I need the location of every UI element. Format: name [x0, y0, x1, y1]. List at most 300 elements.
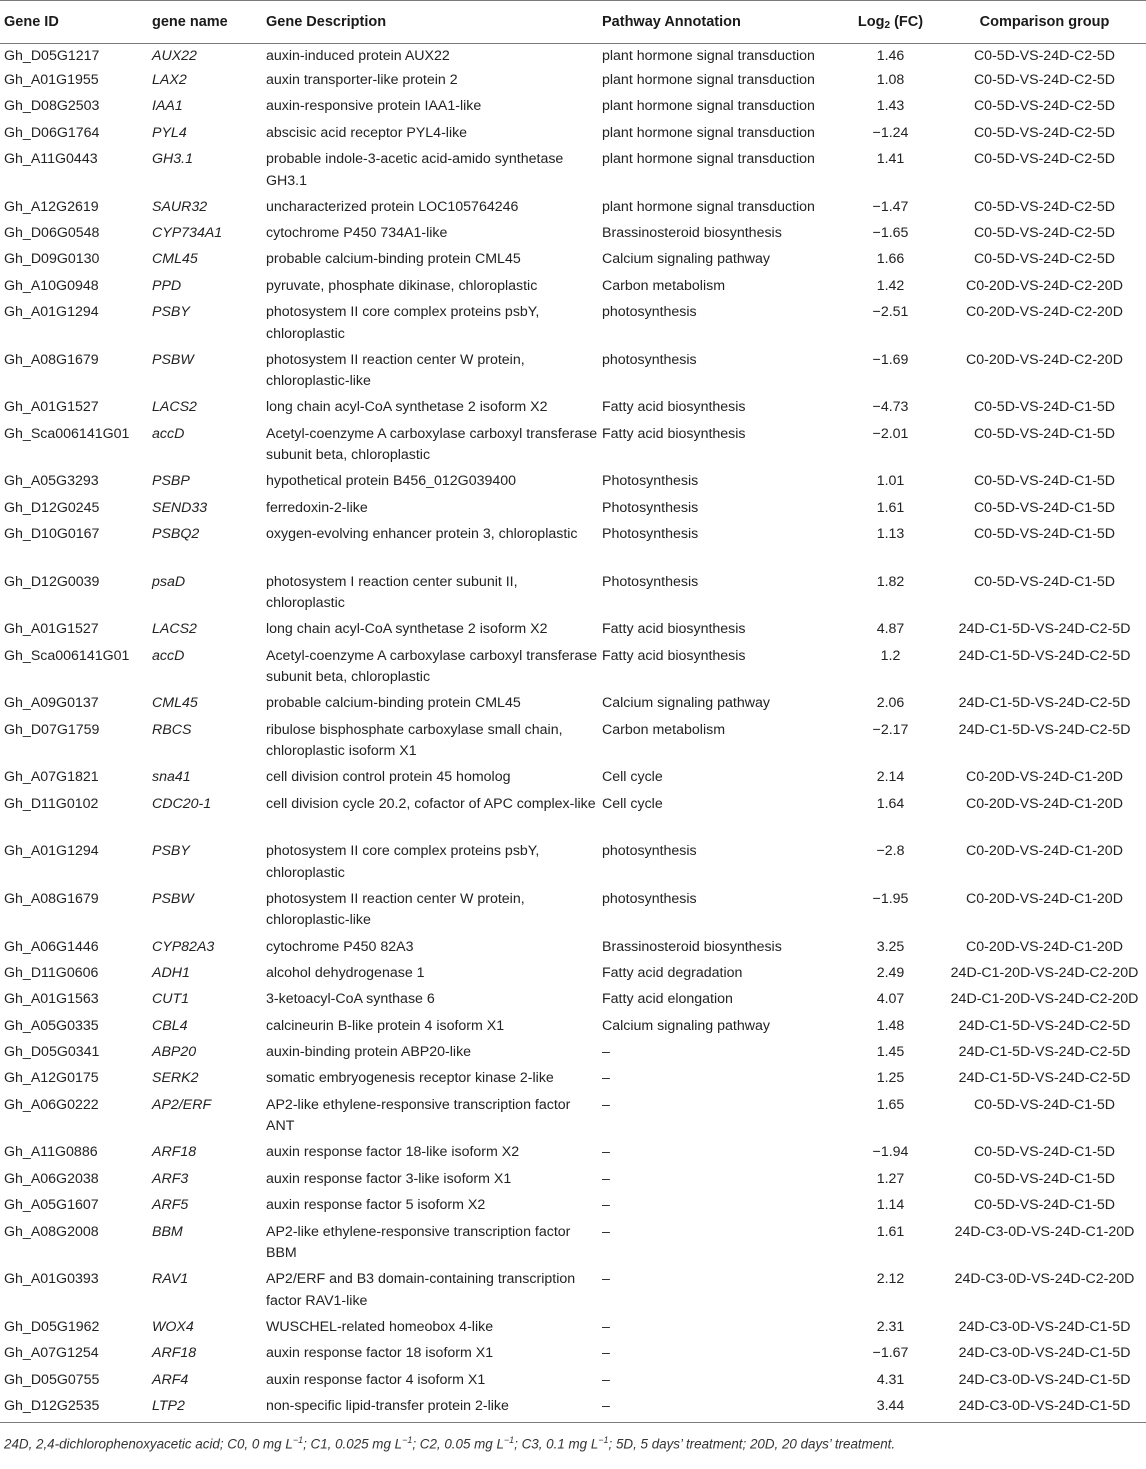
cell-pathway-annotation: plant hormone signal transduction — [602, 124, 815, 141]
cell-pathway-annotation: plant hormone signal transduction — [602, 48, 815, 64]
table-row — [0, 1370, 1146, 1396]
cell-gene-name: PYL4 — [152, 124, 187, 141]
table-row — [0, 96, 1146, 122]
cell-log2-fc: 1.64 — [876, 795, 905, 812]
cell-comparison-group: C0-5D-VS-24D-C1-5D — [973, 473, 1116, 490]
cell-gene-description: calcineurin B-like protein 4 isoform X1 — [266, 1017, 505, 1034]
cell-log2-fc: 1.61 — [876, 1223, 905, 1240]
cell-gene-description: cell division cycle 20.2, cofactor of APC complex-like — [266, 795, 596, 812]
cell-log2-fc: 1.65 — [876, 1096, 905, 1113]
cell-comparison-group: C0-5D-VS-24D-C2-5D — [973, 98, 1116, 115]
cell-gene-id: Gh_A07G1254 — [4, 1345, 99, 1362]
cell-pathway-annotation: Carbon metabolism — [602, 721, 726, 738]
cell-gene-name: AP2/ERF — [152, 1096, 212, 1113]
cell-comparison-group: C0-5D-VS-24D-C2-5D — [973, 198, 1116, 215]
cell-comparison-group: 24D-C1-5D-VS-24D-C2-5D — [958, 647, 1131, 664]
cell-log2-fc: 3.44 — [838, 1396, 943, 1422]
cell-gene-name: PPD — [152, 277, 182, 294]
cell-gene-description: photosystem I reaction center subunit II, chloroplastic — [266, 573, 518, 612]
cell-pathway-annotation: Carbon metabolism — [602, 277, 726, 294]
cell-gene-id: Gh_A08G1679 — [4, 351, 99, 368]
cell-comparison-group: C0-20D-VS-24D-C1-20D — [966, 795, 1123, 812]
cell-pathway-annotation: photosynthesis — [602, 843, 697, 860]
cell-pathway-annotation: – — [602, 1271, 610, 1288]
cell-comparison-group: 24D-C3-0D-VS-24D-C2-20D — [954, 1271, 1135, 1288]
cell-gene-id: Gh_D05G1217 — [4, 48, 100, 64]
cell-log2-fc: 2.14 — [876, 769, 905, 786]
header-row — [0, 1, 1146, 44]
table-row — [0, 302, 1146, 350]
cell-pathway-annotation: Cell cycle — [602, 795, 663, 812]
cell-pathway-annotation: Fatty acid biosynthesis — [602, 621, 746, 638]
cell-gene-description: AP2-like ethylene-responsive transcription factor ANT — [266, 1096, 571, 1135]
cell-gene-description: photosystem II reaction center W protein, chloroplastic-like — [266, 890, 525, 929]
cell-log2-fc: 1.2 — [880, 647, 901, 664]
table-row — [0, 794, 1146, 842]
table-row — [0, 619, 1146, 645]
cell-comparison-group: C0-5D-VS-24D-C1-5D — [973, 526, 1116, 543]
cell-gene-description: probable calcium-binding protein CML45 — [266, 695, 521, 712]
cell-comparison-group: C0-20D-VS-24D-C2-20D — [966, 304, 1123, 321]
table-row — [0, 693, 1146, 719]
cell-gene-description: auxin transporter-like protein 2 — [266, 71, 458, 88]
cell-gene-id: Gh_A07G1821 — [4, 769, 99, 786]
cell-comparison-group: C0-5D-VS-24D-C1-5D — [973, 1096, 1116, 1113]
cell-pathway-annotation: – — [602, 1170, 610, 1187]
cell-gene-id: Gh_D11G0102 — [4, 795, 99, 812]
cell-pathway-annotation: Brassinosteroid biosynthesis — [602, 938, 782, 955]
cell-pathway-annotation: Photosynthesis — [602, 526, 699, 543]
cell-pathway-annotation: – — [602, 1345, 610, 1362]
cell-gene-description: ribulose bisphosphate carboxylase small chain, chloroplastic isoform X1 — [266, 721, 563, 760]
cell-gene-name: CBL4 — [152, 1017, 188, 1034]
table-row — [0, 1317, 1146, 1343]
cell-log2-fc: 1.41 — [876, 151, 905, 168]
footnote-part-2: ; C1, 0.025 mg L — [303, 1436, 403, 1452]
cell-gene-name: PSBQ2 — [152, 526, 200, 543]
table-row — [0, 1068, 1146, 1094]
cell-pathway-annotation: Photosynthesis — [602, 473, 699, 490]
cell-gene-description: auxin response factor 18 isoform X1 — [266, 1345, 494, 1362]
cell-gene-name: ADH1 — [152, 964, 190, 981]
cell-gene-description: long chain acyl-CoA synthetase 2 isoform X2 — [266, 399, 548, 416]
cell-gene-id: Gh_D06G0548 — [4, 225, 100, 242]
cell-comparison-group: C0-5D-VS-24D-C2-5D — [973, 124, 1116, 141]
cell-gene-id: Gh_A11G0886 — [4, 1144, 98, 1161]
table-row — [0, 572, 1146, 620]
cell-gene-id: Gh_A01G1563 — [4, 991, 99, 1008]
table-row — [0, 646, 1146, 694]
cell-comparison-group: 24D-C3-0D-VS-24D-C1-5D — [958, 1318, 1131, 1335]
cell-gene-description: probable indole-3-acetic acid-amido synthetase GH3.1 — [266, 151, 564, 189]
cell-gene-id: Gh_A01G1527 — [4, 621, 99, 638]
cell-gene-name: ABP20 — [152, 1044, 197, 1061]
table-row — [0, 1016, 1146, 1042]
cell-gene-description: long chain acyl-CoA synthetase 2 isoform X2 — [266, 621, 548, 638]
cell-gene-id: Gh_D08G2503 — [4, 98, 100, 115]
cell-log2-fc: −4.73 — [872, 399, 909, 416]
cell-log2-fc: −2.01 — [872, 425, 909, 442]
cell-gene-description: auxin response factor 4 isoform X1 — [266, 1371, 486, 1388]
cell-pathway-annotation: Photosynthesis — [602, 499, 699, 516]
cell-gene-description: auxin response factor 5 isoform X2 — [266, 1197, 486, 1214]
cell-comparison-group: C0-5D-VS-24D-C1-5D — [973, 1170, 1116, 1187]
cell-gene-id: Gh_A11G0443 — [4, 151, 98, 168]
table-row — [0, 1343, 1146, 1369]
table-row — [0, 1269, 1146, 1317]
cell-gene-name: CUT1 — [152, 991, 190, 1008]
table-header — [0, 1, 1146, 44]
cell-comparison-group: C0-5D-VS-24D-C2-5D — [973, 71, 1116, 88]
cell-gene-name: ARF5 — [152, 1197, 189, 1214]
header-log-sub: 2 — [884, 19, 891, 31]
cell-gene-name: accD — [152, 425, 185, 442]
cell-comparison-group: 24D-C3-0D-VS-24D-C1-5D — [958, 1345, 1131, 1362]
cell-gene-name: ARF18 — [152, 1345, 197, 1362]
cell-comparison-group: C0-20D-VS-24D-C2-20D — [966, 277, 1123, 294]
cell-gene-id: Gh_A12G0175 — [4, 1070, 99, 1087]
table-body — [0, 44, 1146, 1423]
cell-gene-id: Gh_A05G1607 — [4, 1197, 99, 1214]
cell-pathway-annotation: Cell cycle — [602, 769, 663, 786]
cell-log2-fc: 2.06 — [876, 695, 905, 712]
cell-pathway-annotation: Brassinosteroid biosynthesis — [602, 225, 782, 242]
table-row — [0, 276, 1146, 302]
cell-log2-fc: 1.46 — [876, 48, 905, 64]
table-row — [0, 937, 1146, 963]
cell-log2-fc: −1.24 — [872, 124, 909, 141]
table-row — [0, 397, 1146, 423]
cell-gene-description: alcohol dehydrogenase 1 — [266, 964, 425, 981]
cell-gene-description: cytochrome P450 734A1-like — [266, 225, 448, 242]
cell-gene-name: sna41 — [152, 769, 191, 786]
table-row — [0, 350, 1146, 398]
cell-gene-description: AP2-like ethylene-responsive transcription factor BBM — [266, 1223, 571, 1262]
cell-log2-fc: 1.27 — [876, 1170, 905, 1187]
cell-gene-id: Gh_A06G0222 — [4, 1096, 99, 1113]
cell-gene-id: Gh_A06G2038 — [4, 1170, 99, 1187]
cell-gene-name: SERK2 — [152, 1070, 199, 1087]
table-row — [0, 1195, 1146, 1221]
cell-gene-name: PSBW — [152, 890, 194, 907]
cell-gene-description: photosystem II reaction center W protein, chloroplastic-like — [266, 351, 525, 390]
table-row — [0, 70, 1146, 96]
cell-log2-fc: −2.51 — [872, 304, 909, 321]
cell-gene-name: LTP2 — [148, 1396, 262, 1422]
header-gene-id: Gene ID — [0, 1, 148, 44]
cell-comparison-group: C0-5D-VS-24D-C1-5D — [973, 1144, 1116, 1161]
cell-comparison-group: 24D-C1-20D-VS-24D-C2-20D — [950, 991, 1139, 1008]
cell-gene-id: Gh_A01G1955 — [4, 71, 99, 88]
cell-comparison-group: 24D-C1-5D-VS-24D-C2-5D — [958, 721, 1131, 738]
table-row — [0, 1042, 1146, 1068]
cell-gene-description: auxin-binding protein ABP20-like — [266, 1044, 472, 1061]
cell-comparison-group: C0-5D-VS-24D-C1-5D — [973, 425, 1116, 442]
cell-pathway-annotation: Calcium signaling pathway — [602, 251, 770, 268]
cell-log2-fc: 1.14 — [876, 1197, 905, 1214]
cell-gene-name: PSBP — [152, 473, 190, 490]
table-row — [0, 123, 1146, 149]
cell-log2-fc: −1.94 — [872, 1144, 909, 1161]
cell-log2-fc: −1.95 — [872, 890, 909, 907]
cell-log2-fc: 1.48 — [876, 1017, 905, 1034]
cell-log2-fc: −1.65 — [872, 225, 909, 242]
cell-gene-id: Gh_A01G1527 — [4, 399, 99, 416]
cell-pathway-annotation: plant hormone signal transduction — [602, 98, 815, 115]
cell-comparison-group: C0-20D-VS-24D-C2-20D — [966, 351, 1123, 368]
table-row — [0, 197, 1146, 223]
cell-comparison-group: C0-5D-VS-24D-C1-5D — [973, 573, 1116, 590]
table-row — [0, 1095, 1146, 1143]
cell-log2-fc: 1.82 — [876, 573, 905, 590]
cell-gene-name: CML45 — [152, 695, 198, 712]
cell-comparison-group: C0-5D-VS-24D-C1-5D — [973, 1197, 1116, 1214]
cell-gene-id: Gh_Sca006141G01 — [4, 647, 130, 664]
cell-gene-id: Gh_A08G2008 — [4, 1223, 99, 1240]
cell-gene-id: Gh_A01G0393 — [4, 1271, 99, 1288]
cell-log2-fc: 3.25 — [876, 938, 905, 955]
table-row — [0, 149, 1146, 197]
cell-gene-id: Gh_A05G3293 — [4, 473, 99, 490]
header-gene-name: gene name — [148, 1, 262, 44]
table-row — [0, 524, 1146, 572]
cell-comparison-group: 24D-C1-5D-VS-24D-C2-5D — [958, 621, 1131, 638]
cell-gene-id: Gh_A09G0137 — [4, 695, 99, 712]
cell-log2-fc: 2.12 — [876, 1271, 905, 1288]
cell-gene-name: ARF3 — [152, 1170, 189, 1187]
cell-gene-name: CDC20-1 — [152, 795, 212, 812]
cell-comparison-group: 24D-C1-5D-VS-24D-C2-5D — [958, 1017, 1131, 1034]
cell-pathway-annotation: – — [602, 1070, 610, 1087]
cell-gene-description: 3-ketoacyl-CoA synthase 6 — [266, 991, 435, 1008]
cell-gene-description: cell division control protein 45 homolog — [266, 769, 511, 786]
table-row — [0, 249, 1146, 275]
cell-gene-name: LACS2 — [152, 621, 197, 638]
cell-pathway-annotation: – — [602, 1096, 610, 1113]
footnote-sup-4: −1 — [598, 1434, 609, 1445]
cell-log2-fc: 2.31 — [876, 1318, 905, 1335]
footnote-sup-2: −1 — [402, 1434, 413, 1445]
cell-pathway-annotation: – — [598, 1396, 838, 1422]
cell-gene-id: Gh_A01G1294 — [4, 843, 99, 860]
cell-gene-name: RBCS — [152, 721, 192, 738]
cell-log2-fc: 1.13 — [876, 526, 905, 543]
cell-gene-name: PSBY — [152, 843, 190, 860]
cell-log2-fc: 1.25 — [876, 1070, 905, 1087]
cell-gene-description: AP2/ERF and B3 domain-containing transcription factor RAV1-like — [266, 1271, 576, 1309]
cell-gene-id: Gh_A08G1679 — [4, 890, 99, 907]
table-row — [0, 963, 1146, 989]
footnote-part-4: ; C3, 0.1 mg L — [514, 1436, 599, 1452]
cell-gene-id: Gh_D07G1759 — [4, 721, 100, 738]
cell-comparison-group: 24D-C1-20D-VS-24D-C2-20D — [950, 964, 1139, 981]
table-row — [0, 720, 1146, 768]
cell-gene-description: non-specific lipid-transfer protein 2-like — [262, 1396, 598, 1422]
cell-gene-name: CML45 — [152, 251, 198, 268]
cell-gene-name: WOX4 — [152, 1318, 194, 1335]
cell-comparison-group: C0-20D-VS-24D-C1-20D — [966, 843, 1123, 860]
cell-pathway-annotation: photosynthesis — [602, 304, 697, 321]
footnote-sup-1: −1 — [292, 1434, 304, 1445]
cell-log2-fc: 4.07 — [876, 991, 905, 1008]
cell-gene-description: pyruvate, phosphate dikinase, chloroplastic — [266, 277, 538, 294]
cell-pathway-annotation: Calcium signaling pathway — [602, 695, 770, 712]
cell-gene-name: psaD — [152, 573, 186, 590]
cell-pathway-annotation: Fatty acid biosynthesis — [602, 647, 746, 664]
cell-pathway-annotation: photosynthesis — [602, 351, 697, 368]
cell-gene-description: Acetyl-coenzyme A carboxylase carboxyl transferase subunit beta, chloroplastic — [266, 647, 598, 686]
cell-gene-id: Gh_D05G1962 — [4, 1318, 100, 1335]
cell-pathway-annotation: photosynthesis — [602, 890, 697, 907]
table-row — [0, 841, 1146, 889]
header-pathway-annotation: Pathway Annotation — [598, 1, 838, 44]
cell-gene-id: Gh_D10G0167 — [4, 526, 100, 543]
header-log2-fc — [838, 1, 943, 44]
cell-gene-id: Gh_A10G0948 — [4, 277, 99, 294]
cell-gene-description: WUSCHEL-related homeobox 4-like — [266, 1318, 494, 1335]
cell-gene-name: LAX2 — [152, 71, 187, 88]
cell-log2-fc: −1.47 — [872, 198, 909, 215]
header-comparison-group: Comparison group — [943, 1, 1146, 44]
cell-comparison-group: C0-20D-VS-24D-C1-20D — [966, 890, 1123, 907]
cell-comparison-group: C0-5D-VS-24D-C2-5D — [973, 151, 1116, 168]
cell-gene-id: Gh_D05G0755 — [4, 1371, 100, 1388]
cell-gene-description: probable calcium-binding protein CML45 — [266, 251, 521, 268]
cell-gene-description: Acetyl-coenzyme A carboxylase carboxyl transferase subunit beta, chloroplastic — [266, 425, 598, 464]
cell-gene-id: Gh_A06G1446 — [4, 938, 99, 955]
cell-comparison-group: C0-5D-VS-24D-C2-5D — [973, 251, 1116, 268]
footnote-part-5: ; 5D, 5 days’ treatment; 20D, 20 days’ treatment. — [608, 1436, 896, 1452]
cell-comparison-group: 24D-C3-0D-VS-24D-C1-5D — [943, 1396, 1146, 1422]
cell-gene-name: ARF18 — [152, 1144, 197, 1161]
cell-gene-name: SEND33 — [152, 499, 208, 516]
cell-gene-description: abscisic acid receptor PYL4-like — [266, 124, 468, 141]
header-gene-description: Gene Description — [262, 1, 598, 44]
cell-gene-name: GH3.1 — [152, 151, 194, 168]
cell-log2-fc: 4.87 — [876, 621, 905, 638]
cell-pathway-annotation: – — [602, 1371, 610, 1388]
cell-gene-id: Gh_A05G0335 — [4, 1017, 99, 1034]
cell-gene-name: CYP734A1 — [152, 225, 223, 242]
cell-gene-name: PSBY — [152, 304, 190, 321]
cell-pathway-annotation: Calcium signaling pathway — [602, 1017, 770, 1034]
cell-gene-name: ARF4 — [152, 1371, 189, 1388]
cell-gene-name: AUX22 — [152, 48, 197, 64]
cell-pathway-annotation: Fatty acid degradation — [602, 964, 743, 981]
cell-gene-id: Gh_D06G1764 — [4, 124, 100, 141]
cell-pathway-annotation: plant hormone signal transduction — [602, 198, 815, 215]
table-row — [0, 767, 1146, 793]
cell-comparison-group: C0-20D-VS-24D-C1-20D — [966, 938, 1123, 955]
cell-comparison-group: 24D-C1-5D-VS-24D-C2-5D — [958, 695, 1131, 712]
cell-gene-name: SAUR32 — [152, 198, 208, 215]
cell-log2-fc: 1.45 — [876, 1044, 905, 1061]
cell-gene-name: RAV1 — [152, 1271, 189, 1288]
cell-log2-fc: 4.31 — [876, 1371, 905, 1388]
cell-gene-id: Gh_D05G0341 — [4, 1044, 100, 1061]
cell-gene-name: LACS2 — [152, 399, 197, 416]
cell-pathway-annotation: plant hormone signal transduction — [602, 71, 815, 88]
cell-gene-description: somatic embryogenesis receptor kinase 2-like — [266, 1070, 554, 1087]
table-row — [0, 44, 1146, 70]
cell-comparison-group: 24D-C1-5D-VS-24D-C2-5D — [958, 1070, 1131, 1087]
cell-pathway-annotation: Fatty acid biosynthesis — [602, 425, 746, 442]
cell-gene-id: Gh_D12G2535 — [0, 1396, 148, 1422]
header-log-prefix: Log — [857, 13, 885, 30]
cell-gene-id: Gh_Sca006141G01 — [4, 425, 130, 442]
cell-comparison-group: C0-20D-VS-24D-C1-20D — [966, 769, 1123, 786]
table-row — [0, 498, 1146, 524]
table-row — [0, 1222, 1146, 1270]
cell-gene-description: cytochrome P450 82A3 — [266, 938, 414, 955]
cell-pathway-annotation: Fatty acid elongation — [602, 991, 733, 1008]
cell-gene-description: auxin response factor 18-like isoform X2 — [266, 1144, 520, 1161]
cell-gene-description: hypothetical protein B456_012G039400 — [266, 473, 517, 490]
cell-gene-description: photosystem II core complex proteins psbY, chloroplastic — [266, 304, 540, 342]
cell-pathway-annotation: Fatty acid biosynthesis — [602, 399, 746, 416]
cell-gene-name: PSBW — [152, 351, 194, 368]
cell-comparison-group: C0-5D-VS-24D-C1-5D — [973, 399, 1116, 416]
cell-pathway-annotation: – — [602, 1144, 610, 1161]
cell-gene-id: Gh_D09G0130 — [4, 251, 100, 268]
table-row — [0, 1169, 1146, 1195]
cell-pathway-annotation: Photosynthesis — [602, 573, 699, 590]
cell-gene-description: ferredoxin-2-like — [266, 499, 368, 516]
table-row — [0, 424, 1146, 472]
footnote-part-1: 24D, 2,4-dichlorophenoxyacetic acid; C0, 0 mg L — [4, 1436, 293, 1452]
cell-log2-fc: 1.08 — [876, 71, 905, 88]
cell-gene-description: uncharacterized protein LOC105764246 — [266, 198, 519, 215]
cell-gene-name: CYP82A3 — [152, 938, 215, 955]
cell-gene-name: IAA1 — [152, 98, 183, 115]
cell-log2-fc: −1.69 — [872, 351, 909, 368]
cell-log2-fc: 1.61 — [876, 499, 905, 516]
cell-gene-id: Gh_A01G1294 — [4, 304, 99, 321]
cell-comparison-group: C0-5D-VS-24D-C2-5D — [973, 48, 1116, 64]
table-row — [0, 1142, 1146, 1168]
cell-gene-description: auxin-induced protein AUX22 — [266, 48, 450, 64]
table-footnote — [0, 1423, 1146, 1451]
table-row — [0, 471, 1146, 497]
cell-pathway-annotation: plant hormone signal transduction — [602, 151, 815, 168]
cell-comparison-group: 24D-C3-0D-VS-24D-C1-20D — [954, 1223, 1135, 1240]
cell-pathway-annotation: – — [602, 1318, 610, 1335]
cell-gene-description: auxin-responsive protein IAA1-like — [266, 98, 482, 115]
table-row — [0, 989, 1146, 1015]
cell-log2-fc: 1.42 — [876, 277, 905, 294]
cell-gene-name: accD — [152, 647, 185, 664]
table-row — [0, 1396, 1146, 1422]
cell-gene-id: Gh_D12G0245 — [4, 499, 100, 516]
cell-pathway-annotation: – — [602, 1223, 610, 1240]
cell-gene-name: BBM — [152, 1223, 183, 1240]
cell-log2-fc: 1.43 — [876, 98, 905, 115]
cell-comparison-group: C0-5D-VS-24D-C2-5D — [973, 225, 1116, 242]
table-row — [0, 223, 1146, 249]
table-row — [0, 889, 1146, 937]
cell-gene-description: oxygen-evolving enhancer protein 3, chloroplastic — [266, 526, 578, 543]
cell-comparison-group: 24D-C3-0D-VS-24D-C1-5D — [958, 1371, 1131, 1388]
cell-log2-fc: −2.8 — [876, 843, 905, 860]
cell-log2-fc: 2.49 — [876, 964, 905, 981]
cell-gene-id: Gh_D11G0606 — [4, 964, 99, 981]
cell-log2-fc: 1.01 — [876, 473, 905, 490]
footnote-part-3: ; C2, 0.05 mg L — [412, 1436, 504, 1452]
cell-comparison-group: C0-5D-VS-24D-C1-5D — [973, 499, 1116, 516]
cell-log2-fc: 1.66 — [876, 251, 905, 268]
cell-gene-description: auxin response factor 3-like isoform X1 — [266, 1170, 512, 1187]
cell-log2-fc: −1.67 — [872, 1345, 909, 1362]
